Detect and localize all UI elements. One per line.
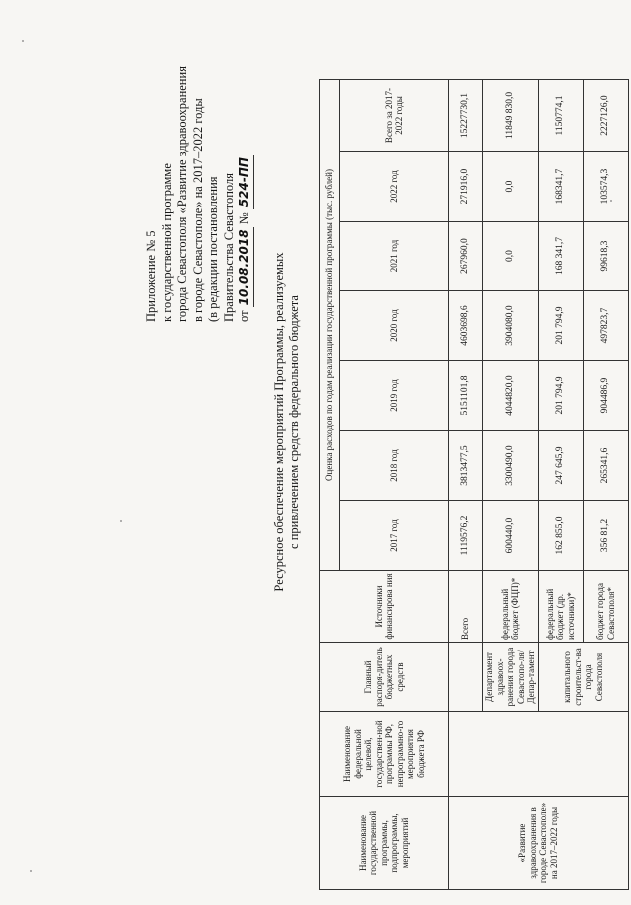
value-cell: 103574,3	[583, 152, 628, 222]
total-cell: 11849 830,0	[483, 80, 539, 152]
header-year: 2021 год	[340, 222, 449, 291]
source-cell: бюджет города Севастополя*	[583, 571, 628, 643]
value-cell: 497823,7	[583, 291, 628, 361]
appendix-block	[144, 22, 254, 322]
source-cell: федеральный бюджет (ФЦП)*	[483, 571, 539, 643]
header-row	[320, 80, 340, 890]
appendix-line: города Севастополя «Развитие здравоохранения	[175, 66, 189, 322]
total-cell: 2227126,0	[583, 80, 628, 152]
appendix-line: в городе Севастополе» на 2017–2022 годы	[190, 98, 205, 322]
header-year: 2019 год	[340, 361, 449, 431]
total-cell: 1150774,1	[538, 80, 583, 152]
value-cell: 271916,0	[449, 152, 483, 222]
number-prefix: №	[237, 212, 251, 225]
federal-program-cell	[449, 712, 629, 797]
header-federal: Наименование федеральной целевой, государствен-ной программы РФ, непрограммно-го мероприятия бюджета РФ	[320, 712, 449, 797]
value-cell: 201 794,9	[538, 291, 583, 361]
header-year: 2020 год	[340, 291, 449, 361]
value-cell: 162 855,0	[538, 501, 583, 571]
header-total: Всего за 2017-2022 годы	[340, 80, 449, 152]
appendix-line: (в редакции постановления	[206, 176, 220, 322]
appendix-line: Приложение № 5	[144, 230, 158, 322]
value-cell: 1119576,2	[449, 501, 483, 571]
rotated-content	[2, 2, 630, 902]
value-cell: 201 794,9	[538, 361, 583, 431]
appendix-line: к государственной программе	[159, 163, 174, 322]
manager-cell	[449, 643, 483, 712]
header-year: 2018 год	[340, 431, 449, 501]
decree-date-line	[237, 22, 254, 322]
resource-table	[319, 79, 629, 890]
decree-number: 524-ПП	[237, 155, 254, 209]
title-line-1: Ресурсное обеспечение мероприятий Программы, реализуемых	[272, 252, 286, 592]
value-cell: 3904080,0	[483, 291, 539, 361]
header-source: Источники финансирова ния	[320, 571, 449, 643]
header-year: 2017 год	[340, 501, 449, 571]
header-manager: Главный распоря-дитель бюджетных средств	[320, 643, 449, 712]
document-title	[272, 172, 302, 672]
value-cell: 3300490,0	[483, 431, 539, 501]
value-cell: 265341,6	[583, 431, 628, 501]
value-cell: 356 81,2	[583, 501, 628, 571]
header-year: 2022 год	[340, 152, 449, 222]
value-cell: 168341,7	[538, 152, 583, 222]
source-cell: Всего	[449, 571, 483, 643]
value-cell: 0,0	[483, 222, 539, 291]
table-row	[449, 80, 483, 890]
value-cell: 99618,3	[583, 222, 628, 291]
value-cell: 904486,9	[583, 361, 628, 431]
value-cell: 5151101,8	[449, 361, 483, 431]
title-line-2: с привлечением средств федерального бюджета	[287, 295, 301, 549]
header-estimate: Оценка расходов по годам реализации государственной программы (тыс. рублей)	[320, 80, 340, 571]
manager-cell: Департамент здравоох-ранения города Севастопо-ля/Депар-тамент	[483, 643, 539, 712]
value-cell: 0,0	[483, 152, 539, 222]
header-program: Наименование государственной программы, подпрограммы, мероприятий	[320, 797, 449, 890]
value-cell: 4603698,6	[449, 291, 483, 361]
total-cell: 15227730,1	[449, 80, 483, 152]
manager-cell: капитального строительст-ва города Севастополя	[538, 643, 628, 712]
date-prefix: от	[237, 310, 251, 322]
value-cell: 4044820,0	[483, 361, 539, 431]
value-cell: 267960,0	[449, 222, 483, 291]
decree-date: 10.08.2018	[237, 227, 254, 307]
program-name-cell: «Развитие здравоохранения в городе Севастополе» на 2017–2022 годы	[449, 797, 629, 890]
value-cell: 168 341,7	[538, 222, 583, 291]
value-cell: 3813477,5	[449, 431, 483, 501]
value-cell: 600440,0	[483, 501, 539, 571]
appendix-line: Правительства Севастополя	[221, 173, 236, 322]
value-cell: 247 645,9	[538, 431, 583, 501]
source-cell: федеральный бюджет (др. источники)*	[538, 571, 583, 643]
